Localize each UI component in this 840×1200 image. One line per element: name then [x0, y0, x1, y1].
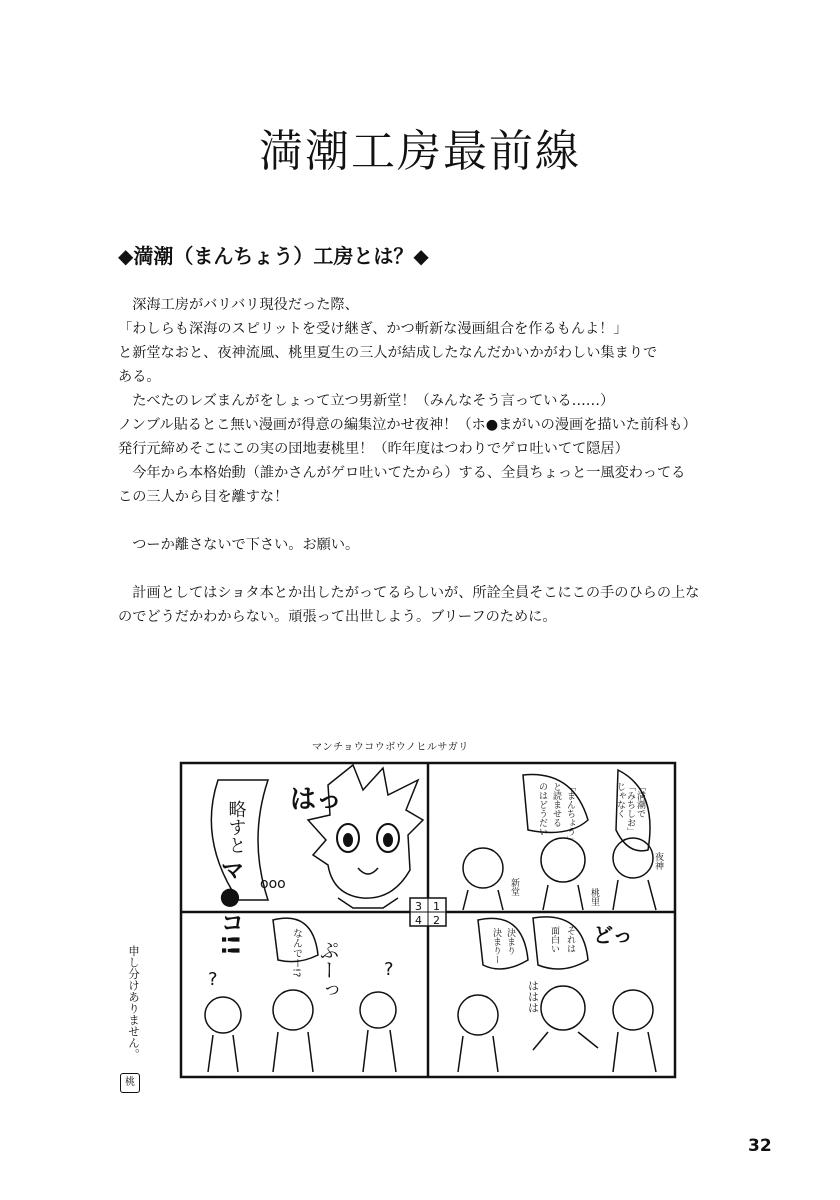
panel2-laugh: ははは	[526, 980, 540, 1013]
character-label: 夜神	[653, 852, 663, 870]
panel1-bubble-line: 「満潮で	[635, 782, 645, 818]
panel4-bubble: なんでー!?	[290, 928, 302, 978]
character-head	[205, 997, 241, 1033]
character-bodies	[208, 1030, 396, 1072]
paragraph-line: つーか離さないで下さい。お願い。	[118, 537, 360, 553]
panel4-sfx: ぷーっ	[316, 940, 340, 1000]
character-head	[541, 986, 585, 1030]
panel2-bubble-line: それは	[565, 926, 575, 953]
paragraph-line: のでどうだかわからない。頑張って出世しよう。ブリーフのために。	[118, 609, 557, 625]
panel3-bubble: 略すと	[225, 800, 247, 854]
character-head	[463, 848, 503, 888]
page-number: 32	[748, 1136, 772, 1156]
panel3-sfx: はっ	[290, 785, 343, 815]
character-pupil	[343, 833, 353, 847]
speech-bubble-shape	[533, 917, 588, 969]
paragraph-line: 今年から本格始動（誰かさんがゲロ吐いてたから）する、全員ちょっと一風変わってる	[118, 465, 686, 481]
page-title: 満潮工房最前線	[259, 126, 581, 178]
panel3-punchline: マ●コ!!	[216, 858, 244, 956]
four-panel-comic	[178, 760, 678, 1080]
panel1-bubble-line: じゃなく	[615, 782, 625, 818]
side-note: 申し分けありません。	[127, 945, 141, 1060]
panel1-bubble-line: と読ませる	[551, 782, 561, 827]
paragraph-line: ある。	[118, 369, 161, 385]
character-bodies	[458, 1032, 656, 1072]
panel4-question: ?	[384, 959, 394, 980]
character-head	[613, 990, 653, 1030]
character-bodies	[463, 880, 656, 910]
character-head	[360, 992, 396, 1028]
panel4-question: ?	[208, 969, 218, 990]
character-collar	[338, 898, 398, 908]
panel1-bubble-line: 「まんちょう」	[565, 782, 575, 845]
panel2-bubble-line: 決まり	[505, 928, 515, 955]
panel3-dots: ooo	[260, 876, 286, 892]
paragraph-line: この三人から目を離すな！	[118, 489, 289, 505]
paragraph-line: 計画としてはショタ本とか出したがってるらしいが、所詮全員そこにこの手のひらの上な	[118, 585, 700, 601]
character-mouth	[358, 868, 378, 874]
panel-3	[211, 765, 423, 956]
comic-caption: マンチョウコウボウノヒルサガリ	[312, 742, 469, 753]
panel-number: 2	[433, 914, 440, 927]
intro-text	[118, 293, 778, 629]
comic-drawing	[178, 760, 678, 1080]
panel-number: 4	[415, 914, 422, 927]
panel2-bubble-line: 決まりー	[491, 928, 501, 964]
character-pupil	[383, 833, 393, 847]
panel-number-box	[410, 898, 446, 927]
character-head	[613, 838, 653, 878]
panel-2	[458, 917, 656, 1072]
character-head	[541, 838, 585, 882]
speech-bubble-shape	[478, 918, 528, 969]
panel2-bubble-line: 面白い	[549, 926, 559, 953]
paragraph-line: ノンブル貼るとこ無い漫画が得意の編集泣かせ夜神！（ホ●まがいの漫画を描いた前科も）	[118, 417, 697, 433]
character-label: 桃里	[589, 888, 599, 906]
paragraph-line: と新堂なおと、夜神流風、桃里夏生の三人が結成したなんだかいかがわしい集まりで	[118, 345, 658, 361]
author-mark: 桃	[120, 1073, 140, 1093]
panel-1	[463, 770, 664, 910]
paragraph-line: 「わしらも深海のスピリットを受け継ぎ、かつ斬新な漫画組合を作るもんよ！」	[118, 321, 628, 337]
panel2-sfx: どっ	[593, 923, 633, 947]
paragraph-line: 深海工房がバリバリ現役だった際、	[118, 297, 359, 313]
character-head	[458, 995, 498, 1035]
paragraph-line: たべたのレズまんがをしょって立つ男新堂！（みんなそう言っている……）	[118, 393, 615, 409]
panel1-bubble-line: 「みちしお」	[625, 782, 635, 836]
panel-number: 1	[433, 900, 440, 913]
character-label: 新堂	[509, 878, 519, 896]
paragraph-line: 発行元締めそこにこの実の団地妻桃里！（昨年度はつわりでゲロ吐いてて隠居）	[118, 441, 629, 457]
section-heading: ◆満潮（まんちょう）工房とは？◆	[118, 244, 429, 268]
panel1-bubble-line: のはどうだい	[537, 782, 547, 836]
character-head	[273, 990, 313, 1030]
panel-number: 3	[415, 900, 422, 913]
